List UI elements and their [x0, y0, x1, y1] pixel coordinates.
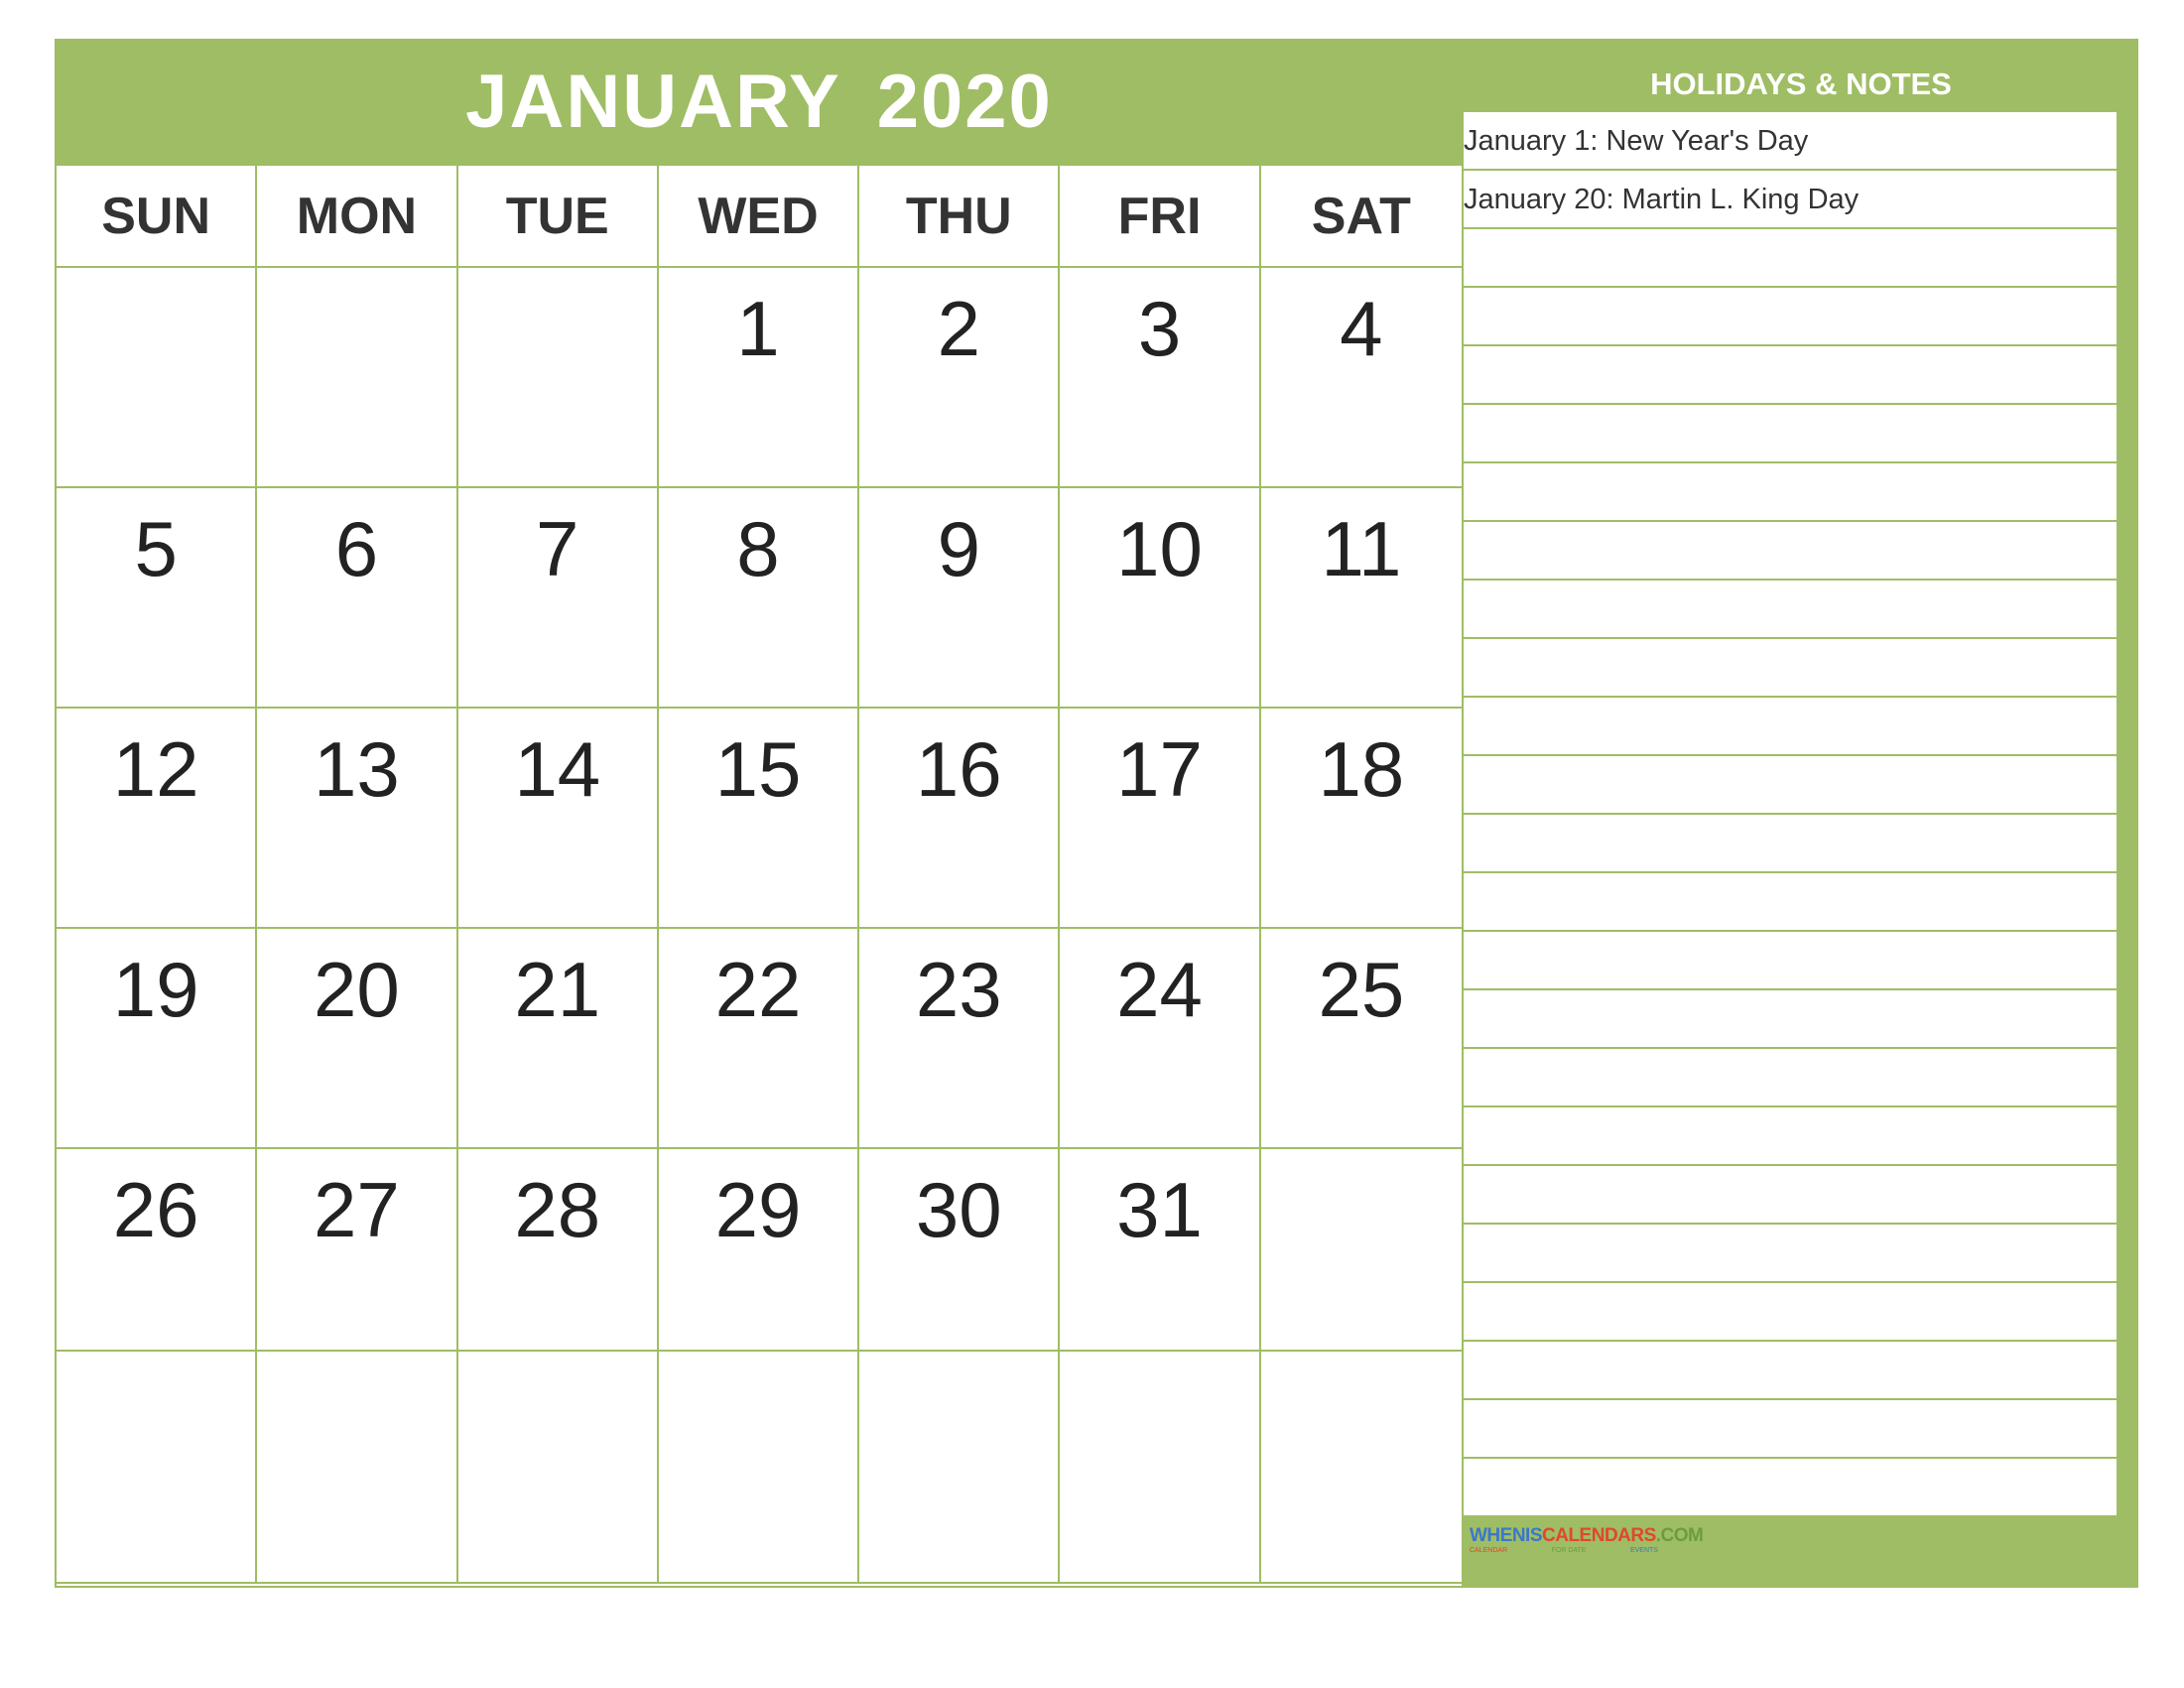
- weekday-header-tue: TUE: [458, 166, 659, 268]
- day-cell-9: 9: [859, 488, 1060, 709]
- day-cell-31: 31: [1060, 1149, 1260, 1352]
- day-cell-21: 21: [458, 929, 659, 1149]
- notes-title: HOLIDAYS & NOTES: [1650, 66, 1952, 101]
- note-line: [1464, 405, 2117, 463]
- logo-text: [1470, 1525, 1704, 1546]
- notes-list: [1464, 112, 2117, 1515]
- empty-day-cell: [659, 1352, 859, 1584]
- note-line: [1464, 463, 2117, 522]
- logo-part-3: .COM: [1655, 1525, 1704, 1546]
- weekday-header-mon: MON: [257, 166, 457, 268]
- empty-day-cell: [257, 268, 457, 488]
- logo-part-2: CALENDARS: [1542, 1525, 1656, 1546]
- day-cell-28: 28: [458, 1149, 659, 1352]
- logo-tagline-2: FOR DATE: [1551, 1547, 1587, 1554]
- note-line: [1464, 990, 2117, 1049]
- day-cell-7: 7: [458, 488, 659, 709]
- day-cell-4: 4: [1261, 268, 1462, 488]
- note-line: [1464, 1283, 2117, 1342]
- year: 2020: [876, 59, 1053, 144]
- weekday-header-sat: SAT: [1261, 166, 1462, 268]
- empty-day-cell: [458, 268, 659, 488]
- calendar-grid: [57, 166, 1462, 1586]
- site-logo: [1470, 1525, 1704, 1562]
- logo-part-1: WHENIS: [1470, 1525, 1542, 1546]
- day-cell-3: 3: [1060, 268, 1260, 488]
- day-cell-18: 18: [1261, 709, 1462, 929]
- weekday-header-fri: FRI: [1060, 166, 1260, 268]
- day-cell-25: 25: [1261, 929, 1462, 1149]
- day-cell-29: 29: [659, 1149, 859, 1352]
- empty-day-cell: [57, 268, 257, 488]
- month-name: JANUARY: [465, 59, 841, 144]
- note-line: [1464, 1400, 2117, 1459]
- empty-day-cell: [859, 1352, 1060, 1584]
- note-line: [1464, 522, 2117, 581]
- empty-day-cell: [1261, 1149, 1462, 1352]
- day-cell-8: 8: [659, 488, 859, 709]
- note-line: [1464, 698, 2117, 756]
- empty-day-cell: [458, 1352, 659, 1584]
- note-line: [1464, 581, 2117, 639]
- note-line: [1464, 932, 2117, 990]
- day-cell-23: 23: [859, 929, 1060, 1149]
- day-cell-26: 26: [57, 1149, 257, 1352]
- note-line: [1464, 346, 2117, 405]
- weekday-header-wed: WED: [659, 166, 859, 268]
- day-cell-17: 17: [1060, 709, 1260, 929]
- note-line: [1464, 1166, 2117, 1225]
- day-cell-20: 20: [257, 929, 457, 1149]
- note-line: [1464, 1459, 2117, 1517]
- day-cell-24: 24: [1060, 929, 1260, 1149]
- day-cell-15: 15: [659, 709, 859, 929]
- note-line: January 1: New Year's Day: [1464, 112, 2117, 171]
- day-cell-14: 14: [458, 709, 659, 929]
- note-line: [1464, 756, 2117, 815]
- empty-day-cell: [1261, 1352, 1462, 1584]
- day-cell-27: 27: [257, 1149, 457, 1352]
- note-line: [1464, 288, 2117, 346]
- day-cell-13: 13: [257, 709, 457, 929]
- day-cell-16: 16: [859, 709, 1060, 929]
- note-line: [1464, 1049, 2117, 1107]
- day-cell-11: 11: [1261, 488, 1462, 709]
- logo-tagline-3: EVENTS: [1629, 1547, 1658, 1554]
- empty-day-cell: [57, 1352, 257, 1584]
- note-line: [1464, 873, 2117, 932]
- empty-day-cell: [257, 1352, 457, 1584]
- note-line: [1464, 1225, 2117, 1283]
- day-cell-1: 1: [659, 268, 859, 488]
- day-cell-12: 12: [57, 709, 257, 929]
- day-cell-22: 22: [659, 929, 859, 1149]
- month-title: [55, 39, 1464, 164]
- note-line: [1464, 1342, 2117, 1400]
- day-cell-5: 5: [57, 488, 257, 709]
- note-line: [1464, 639, 2117, 698]
- note-line: [1464, 815, 2117, 873]
- weekday-header-thu: THU: [859, 166, 1060, 268]
- day-cell-30: 30: [859, 1149, 1060, 1352]
- day-cell-2: 2: [859, 268, 1060, 488]
- logo-tagline-1: CALENDAR: [1470, 1547, 1508, 1554]
- weekday-header-sun: SUN: [57, 166, 257, 268]
- note-line: January 20: Martin L. King Day: [1464, 171, 2117, 229]
- logo-tagline: [1470, 1546, 1658, 1556]
- note-line: [1464, 1107, 2117, 1166]
- empty-day-cell: [1060, 1352, 1260, 1584]
- note-line: [1464, 229, 2117, 288]
- day-cell-10: 10: [1060, 488, 1260, 709]
- day-cell-6: 6: [257, 488, 457, 709]
- day-cell-19: 19: [57, 929, 257, 1149]
